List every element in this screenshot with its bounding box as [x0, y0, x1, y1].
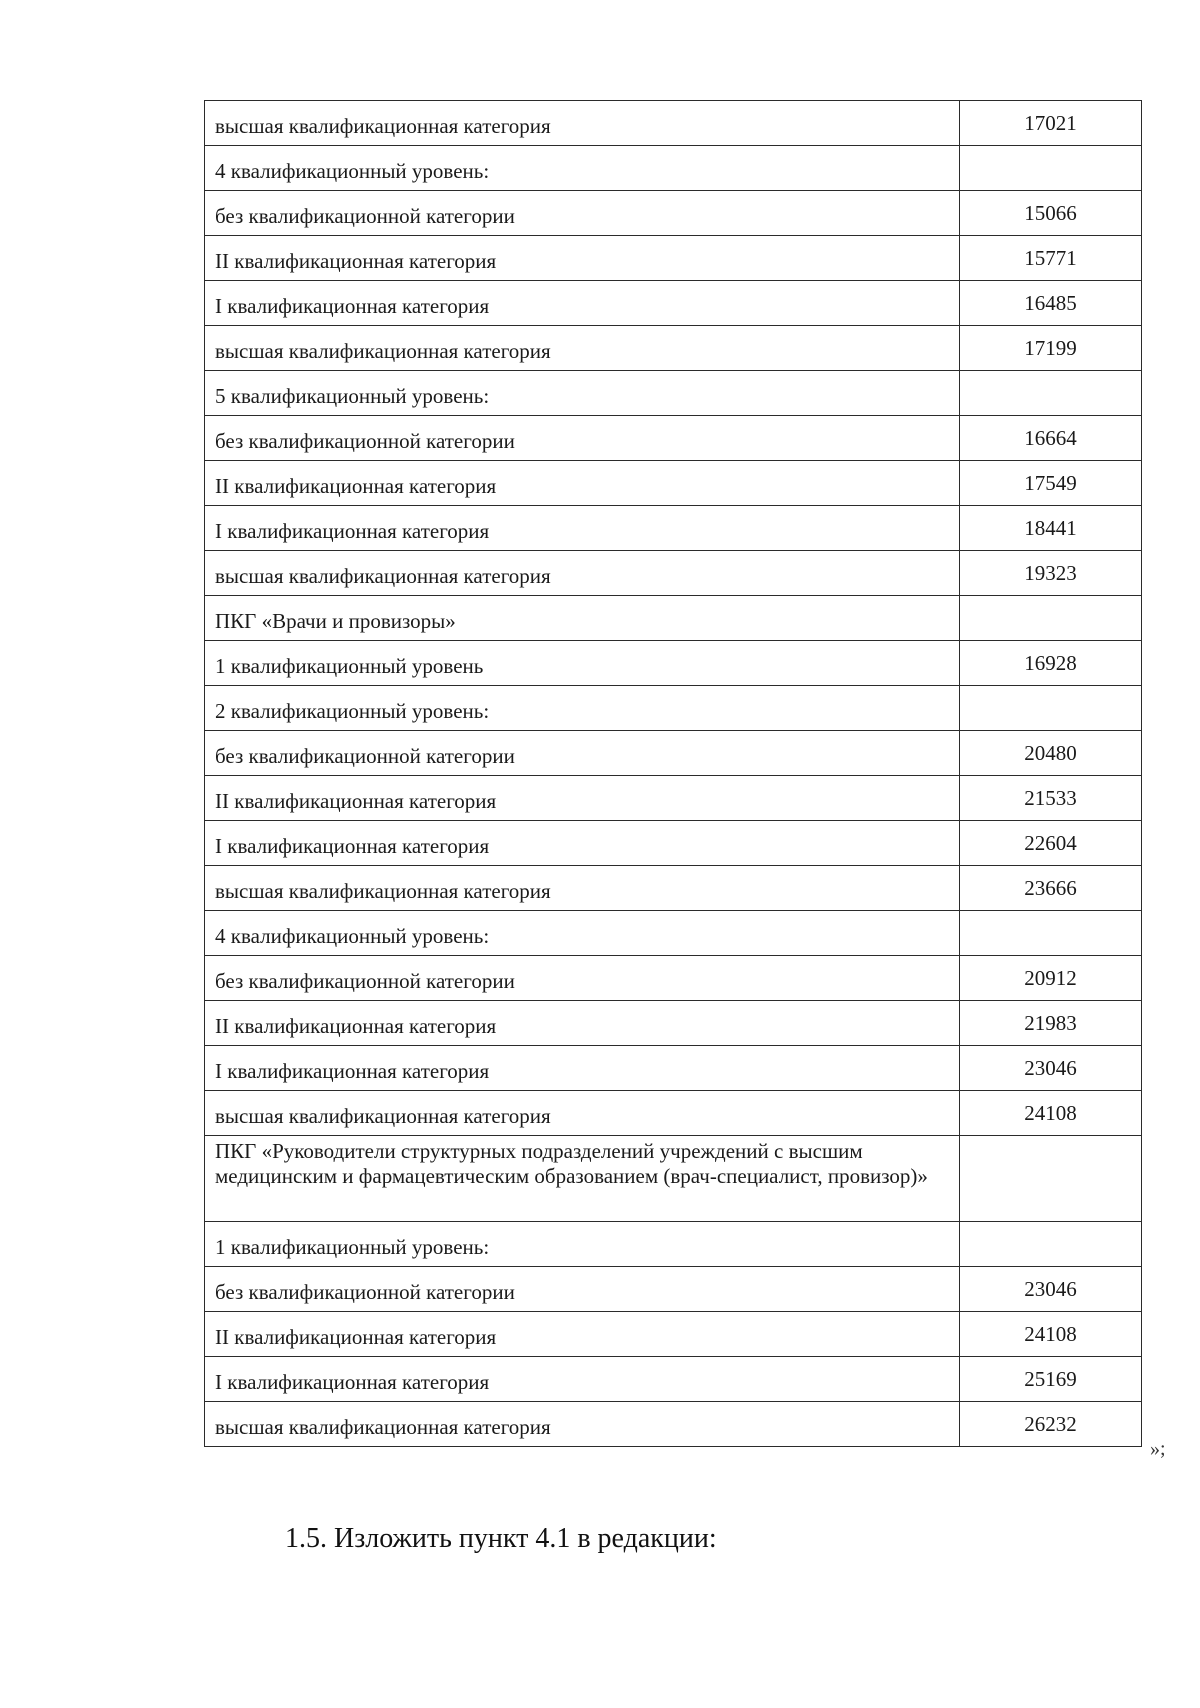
table-row	[205, 1222, 1142, 1267]
row-label: I квалификационная категория	[205, 506, 960, 551]
row-value: 18441	[960, 506, 1142, 551]
row-label: без квалификационной категории	[205, 956, 960, 1001]
row-value: 16928	[960, 641, 1142, 686]
salary-table	[204, 100, 1142, 1447]
row-value: 15066	[960, 191, 1142, 236]
row-label: 1 квалификационный уровень:	[205, 1222, 960, 1267]
table-row	[205, 146, 1142, 191]
table-row	[205, 1091, 1142, 1136]
table-row	[205, 506, 1142, 551]
table-row	[205, 956, 1142, 1001]
table-row	[205, 416, 1142, 461]
table-row	[205, 551, 1142, 596]
table-row	[205, 1402, 1142, 1447]
row-label: 4 квалификационный уровень:	[205, 146, 960, 191]
row-value: 24108	[960, 1091, 1142, 1136]
table-body	[205, 101, 1142, 1447]
table-row	[205, 371, 1142, 416]
row-value: 21983	[960, 1001, 1142, 1046]
table-row	[205, 596, 1142, 641]
table-row	[205, 1357, 1142, 1402]
row-label: II квалификационная категория	[205, 1001, 960, 1046]
row-label: II квалификационная категория	[205, 461, 960, 506]
paragraph-1-5: 1.5. Изложить пункт 4.1 в редакции:	[285, 1523, 717, 1554]
row-value: 26232	[960, 1402, 1142, 1447]
row-value: 16485	[960, 281, 1142, 326]
table-row	[205, 236, 1142, 281]
table-row	[205, 281, 1142, 326]
row-label: I квалификационная категория	[205, 821, 960, 866]
row-label: 1 квалификационный уровень	[205, 641, 960, 686]
row-label: ПКГ «Врачи и провизоры»	[205, 596, 960, 641]
row-value: 21533	[960, 776, 1142, 821]
row-label: I квалификационная категория	[205, 281, 960, 326]
row-value: 15771	[960, 236, 1142, 281]
row-value	[960, 371, 1142, 416]
row-label: высшая квалификационная категория	[205, 1402, 960, 1447]
row-value: 17021	[960, 101, 1142, 146]
row-value: 23666	[960, 866, 1142, 911]
row-label: II квалификационная категория	[205, 1312, 960, 1357]
row-value	[960, 146, 1142, 191]
table-row	[205, 821, 1142, 866]
row-label: без квалификационной категории	[205, 1267, 960, 1312]
row-value: 16664	[960, 416, 1142, 461]
table-row	[205, 1046, 1142, 1091]
row-label: 5 квалификационный уровень:	[205, 371, 960, 416]
row-label: без квалификационной категории	[205, 731, 960, 776]
row-label: высшая квалификационная категория	[205, 866, 960, 911]
table-row	[205, 1001, 1142, 1046]
table-row	[205, 776, 1142, 821]
row-value: 25169	[960, 1357, 1142, 1402]
table-row	[205, 641, 1142, 686]
table-row	[205, 731, 1142, 776]
row-label: высшая квалификационная категория	[205, 1091, 960, 1136]
row-value: 23046	[960, 1267, 1142, 1312]
row-value	[960, 686, 1142, 731]
row-label: I квалификационная категория	[205, 1357, 960, 1402]
table-row	[205, 326, 1142, 371]
row-label: высшая квалификационная категория	[205, 326, 960, 371]
row-value: 17199	[960, 326, 1142, 371]
table-row	[205, 911, 1142, 956]
row-label: без квалификационной категории	[205, 191, 960, 236]
table-row	[205, 1267, 1142, 1312]
row-value: 24108	[960, 1312, 1142, 1357]
row-label: I квалификационная категория	[205, 1046, 960, 1091]
row-label: 2 квалификационный уровень:	[205, 686, 960, 731]
table-row	[205, 461, 1142, 506]
row-value: 23046	[960, 1046, 1142, 1091]
row-value: 20912	[960, 956, 1142, 1001]
row-label: высшая квалификационная категория	[205, 551, 960, 596]
row-value: 19323	[960, 551, 1142, 596]
row-value	[960, 911, 1142, 956]
closing-quote: »;	[1150, 1438, 1166, 1460]
row-label: без квалификационной категории	[205, 416, 960, 461]
row-value	[960, 596, 1142, 641]
table-row	[205, 101, 1142, 146]
row-label: II квалификационная категория	[205, 776, 960, 821]
table-row	[205, 686, 1142, 731]
row-value: 22604	[960, 821, 1142, 866]
table-row	[205, 1136, 1142, 1222]
row-label: ПКГ «Руководители структурных подразделений учреждений с высшим медицинским и фармацевтическим образованием (врач-специалист, провизор)»	[205, 1136, 960, 1222]
row-value	[960, 1222, 1142, 1267]
row-label: высшая квалификационная категория	[205, 101, 960, 146]
row-value: 17549	[960, 461, 1142, 506]
table-row	[205, 866, 1142, 911]
row-label: 4 квалификационный уровень:	[205, 911, 960, 956]
table-row	[205, 1312, 1142, 1357]
table-row	[205, 191, 1142, 236]
row-label: II квалификационная категория	[205, 236, 960, 281]
row-value: 20480	[960, 731, 1142, 776]
row-value	[960, 1136, 1142, 1222]
